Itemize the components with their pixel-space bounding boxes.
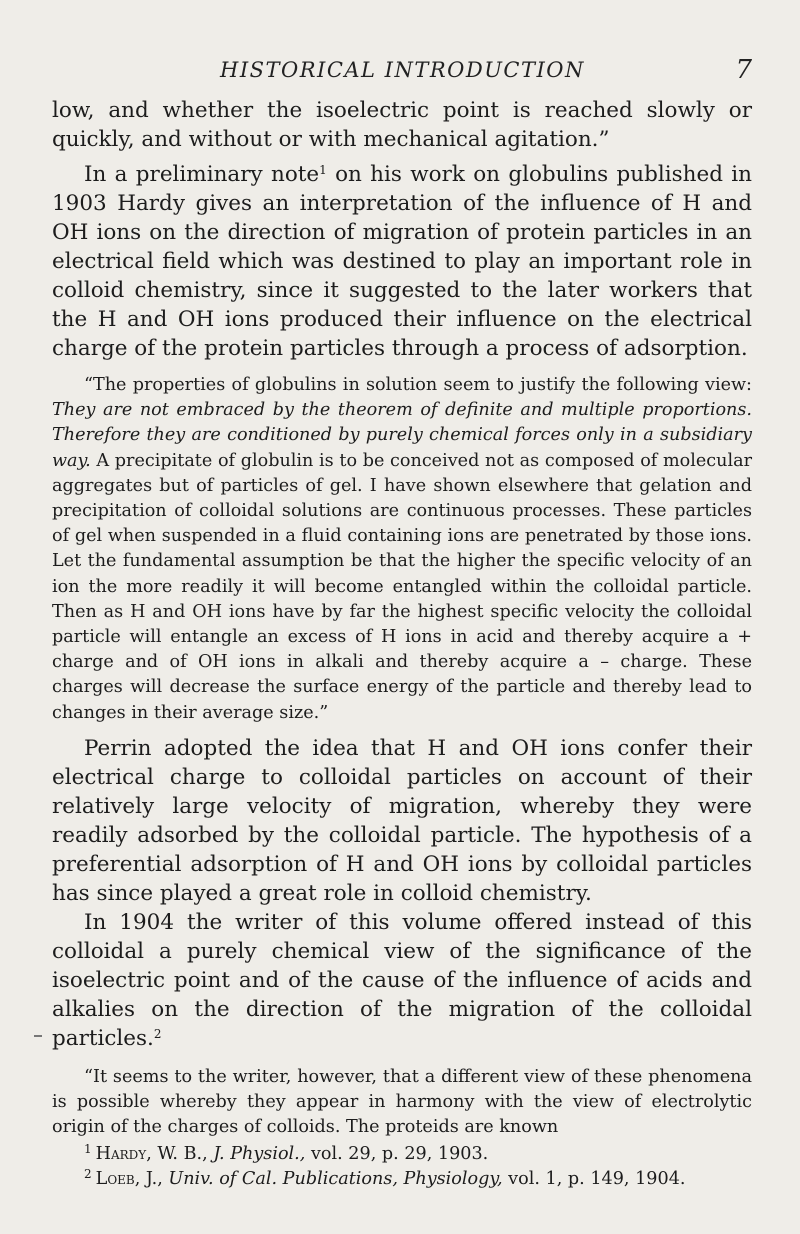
- quotation-hardy: [52, 373, 752, 726]
- paragraph-writer-text: In 1904 the writer of this volume offered instead of this colloidal a purely chemical view of the significance of the isoelectric point and of the cause of the influence of acids and alkalies on the direction of the migration of the colloidal particles.: [52, 909, 752, 1051]
- footnote-1-author: Hardy, W. B.,: [95, 1144, 208, 1165]
- quotation-hardy-text-b: A precipitate of globulin is to be conceived not as composed of molecular aggregates but of particles of gel. I have shown elsewhere that gelation and precipitation of colloidal solutions are continuous processes. These particles of gel when suspended in a fluid containing ions are penetrated by those ions. Let the fundamental assumption be that the higher the specific velocity of an ion the more readily it will become entangled within the colloidal particle. Then as H and OH ions have by far the highest specific velocity the colloidal particle will entangle an excess of H ions in acid and thereby acquire a + charge and of OH ions in alkali and thereby acquire a – charge. These charges will decrease the surface energy of the particle and thereby lead to changes in their average size.”: [52, 450, 752, 723]
- footnote-2-author: Loeb, J.,: [95, 1169, 163, 1190]
- footnote-2: [52, 1167, 752, 1192]
- footnote-ref-1: 1: [319, 163, 327, 177]
- paragraph-continuation: low, and whether the isoelectric point is reached slowly or quickly, and without or with mechanical agitation.”: [52, 98, 752, 152]
- footnote-2-number: 2: [84, 1167, 92, 1182]
- quotation-hardy-italic: They are not embraced by the theorem of definite and multiple proportions. Therefore they are conditioned by purely chemical forces only in a subsidiary way.: [52, 400, 752, 471]
- footnotes: [52, 1142, 752, 1192]
- paragraph-hardy-text-a: In a preliminary note: [84, 162, 320, 187]
- quotation-hardy-text-a: “The properties of globulins in solution seem to justify the following view:: [84, 375, 752, 395]
- body-text: [52, 96, 752, 1192]
- running-title: HISTORICAL INTRODUCTION: [220, 58, 585, 82]
- page-number: 7: [735, 55, 752, 85]
- footnote-1-number: 1: [84, 1142, 92, 1157]
- margin-mark: [34, 1035, 42, 1037]
- paragraph-perrin: Perrin adopted the idea that H and OH ions confer their electrical charge to colloidal particles on account of their relatively large velocity of migration, whereby they were readily adsorbed by the colloidal particle. The hypothesis of a preferential adsorption of H and OH ions by colloidal particles has since played a great role in colloid chemistry.: [52, 735, 752, 906]
- footnote-1: [52, 1142, 752, 1167]
- footnote-2-source: Univ. of Cal. Publications, Physiology,: [168, 1169, 503, 1190]
- paragraph-hardy-text-b: on his work on globulins published in 1903 Hardy gives an interpretation of the influence of H and OH ions on the direction of migration of protein particles in an electrical field which was destined to play an important role in colloid chemistry, since it suggested to the later workers that the H and OH ions produced their influence on the electrical charge of the protein particles through a process of adsorption.: [52, 162, 752, 361]
- paragraph-hardy: [52, 160, 752, 363]
- footnote-1-source: J. Physiol.,: [213, 1144, 306, 1165]
- paragraph-writer-1904: [52, 908, 752, 1053]
- footnote-1-rest: vol. 29, p. 29, 1903.: [305, 1144, 489, 1165]
- footnote-ref-2: 2: [153, 1026, 162, 1041]
- footnote-2-rest: vol. 1, p. 149, 1904.: [502, 1169, 686, 1190]
- running-header: [52, 55, 752, 88]
- quotation-writer: “It seems to the writer, however, that a different view of these phenomena is possible whereby they appear in harmony with the view of electrolytic origin of the charges of colloids. The proteids are known: [52, 1066, 752, 1138]
